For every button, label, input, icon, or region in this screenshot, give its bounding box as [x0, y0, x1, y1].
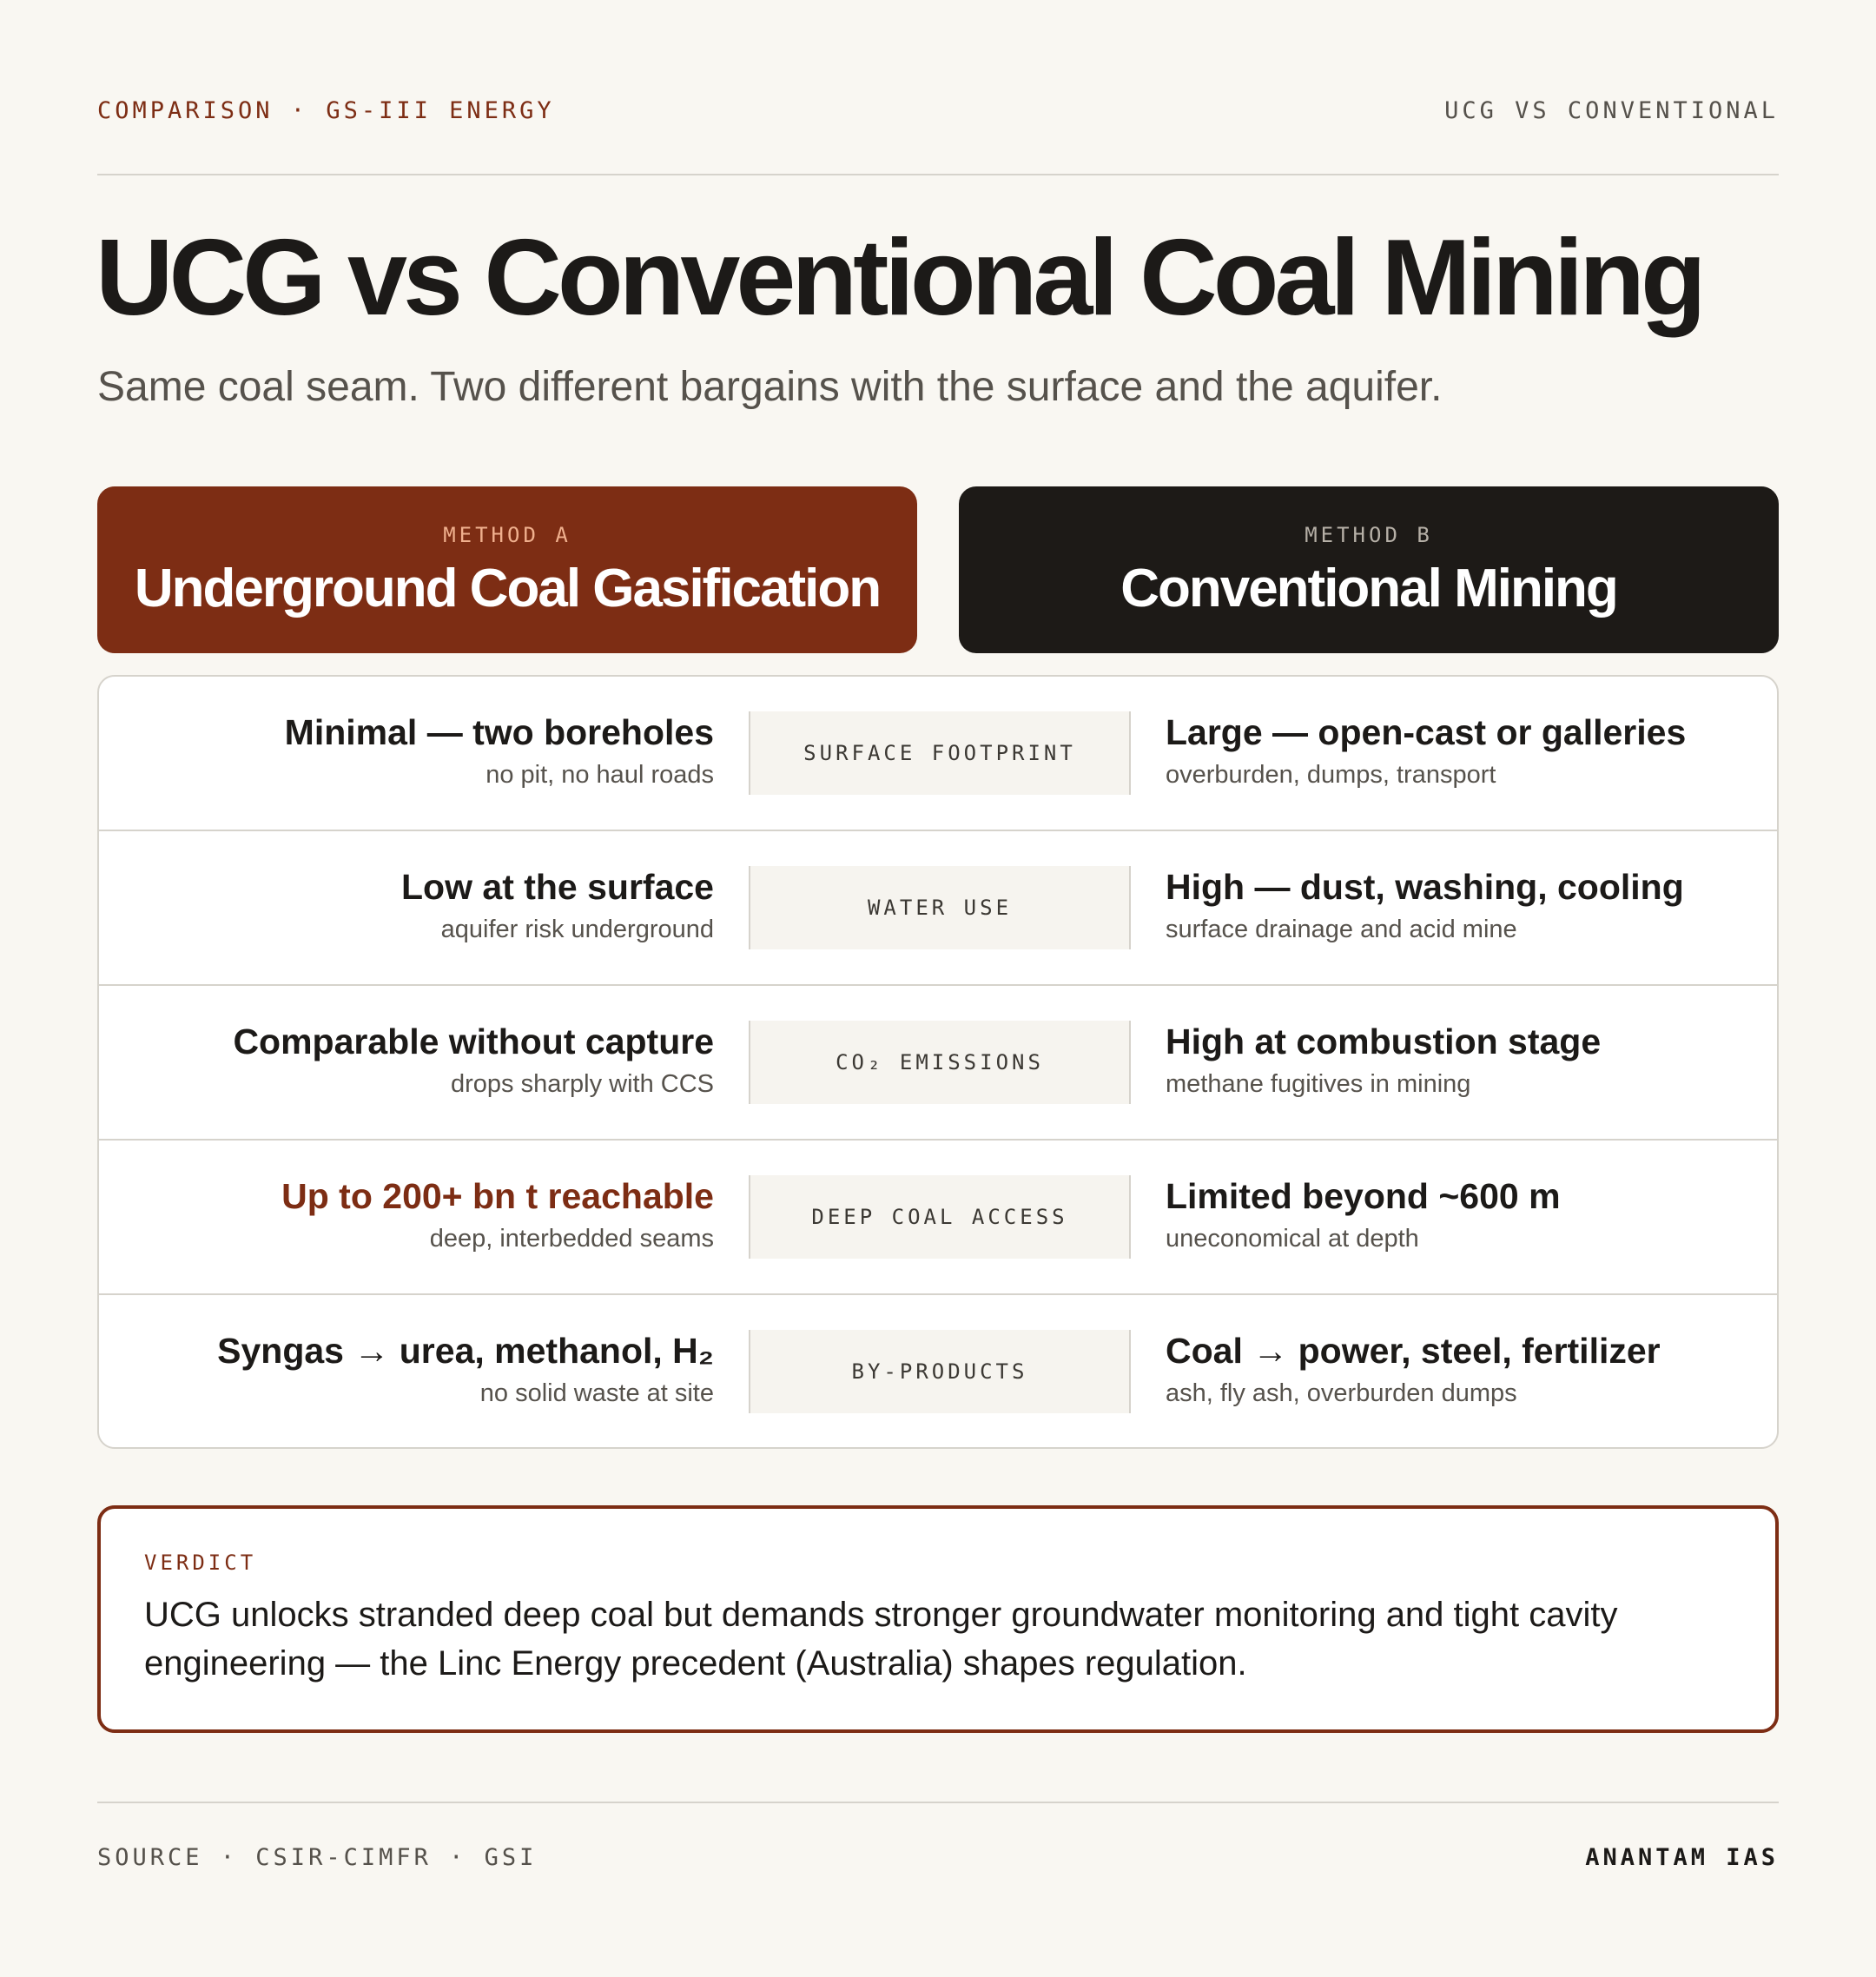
- ucg-cell: [99, 1022, 714, 1099]
- ucg-value: Comparable without capture: [233, 1022, 714, 1061]
- ucg-value: Low at the surface: [401, 867, 714, 907]
- criterion-label: WATER USE: [749, 866, 1131, 949]
- footer: [97, 1802, 1779, 1871]
- conventional-cell: [1166, 1022, 1601, 1099]
- table-row: [99, 831, 1777, 986]
- ucg-note: no solid waste at site: [479, 1379, 714, 1408]
- brand-name: ANANTAM IAS: [1585, 1844, 1779, 1871]
- criterion-label: DEEP COAL ACCESS: [749, 1175, 1131, 1259]
- ucg-value: Minimal — two boreholes: [284, 712, 714, 752]
- conventional-value: Coal → power, steel, fertilizer: [1166, 1331, 1661, 1371]
- conventional-note: surface drainage and acid mine: [1166, 916, 1517, 944]
- conventional-note: methane fugitives in mining: [1166, 1070, 1471, 1099]
- comparison-table: [97, 675, 1779, 1449]
- ucg-note: deep, interbedded seams: [429, 1225, 714, 1253]
- kicker: COMPARISON · GS-III ENERGY: [97, 97, 555, 124]
- verdict-label: VERDICT: [144, 1551, 257, 1575]
- ucg-note: drops sharply with CCS: [451, 1070, 714, 1099]
- criterion-label: SURFACE FOOTPRINT: [749, 711, 1131, 795]
- method-b-header: [959, 486, 1779, 653]
- conventional-value: High at combustion stage: [1166, 1022, 1602, 1061]
- conventional-note: overburden, dumps, transport: [1166, 761, 1496, 790]
- page-title: UCG vs Conventional Coal Mining: [96, 218, 1702, 338]
- conventional-cell: [1166, 713, 1686, 790]
- conventional-cell: [1166, 1332, 1661, 1408]
- ucg-cell: [99, 713, 714, 790]
- table-row: [99, 986, 1777, 1141]
- ucg-cell: [99, 1332, 714, 1408]
- ucg-note: no pit, no haul roads: [486, 761, 714, 790]
- subtitle: Same coal seam. Two different bargains with the surface and the aquifer.: [97, 364, 1443, 410]
- conventional-cell: [1166, 1177, 1561, 1253]
- conventional-note: uneconomical at depth: [1166, 1225, 1419, 1253]
- source-credit: SOURCE · CSIR-CIMFR · GSI: [97, 1844, 538, 1871]
- ucg-cell: [99, 868, 714, 944]
- verdict-text: UCG unlocks stranded deep coal but demands stronger groundwater monitoring and tight cavity engineering — the Linc Energy precedent (Australia) shapes regulation.: [144, 1596, 1618, 1683]
- criterion-label: CO₂ EMISSIONS: [749, 1021, 1131, 1104]
- ucg-cell: [99, 1177, 714, 1253]
- conventional-value: High — dust, washing, cooling: [1166, 867, 1684, 907]
- ucg-value-highlight: Up to 200+ bn t reachable: [281, 1176, 714, 1216]
- verdict-box: [97, 1505, 1779, 1733]
- table-row: [99, 1141, 1777, 1295]
- criterion-label: BY-PRODUCTS: [749, 1330, 1131, 1413]
- conventional-cell: [1166, 868, 1684, 944]
- method-a-name: Underground Coal Gasification: [134, 559, 881, 618]
- conventional-value: Large — open-cast or galleries: [1166, 712, 1687, 752]
- conventional-value: Limited beyond ~600 m: [1166, 1176, 1561, 1216]
- conventional-note: ash, fly ash, overburden dumps: [1166, 1379, 1517, 1408]
- table-row: [99, 1295, 1777, 1449]
- top-bar: [97, 97, 1779, 175]
- ucg-note: aquifer risk underground: [440, 916, 714, 944]
- ucg-value: Syngas → urea, methanol, H₂: [217, 1331, 714, 1371]
- method-a-header: [97, 486, 917, 653]
- table-row: [99, 677, 1777, 831]
- topic-label: UCG VS CONVENTIONAL: [1444, 97, 1779, 124]
- method-b-name: Conventional Mining: [1120, 559, 1617, 618]
- method-a-label: METHOD A: [443, 523, 571, 547]
- method-b-label: METHOD B: [1305, 523, 1433, 547]
